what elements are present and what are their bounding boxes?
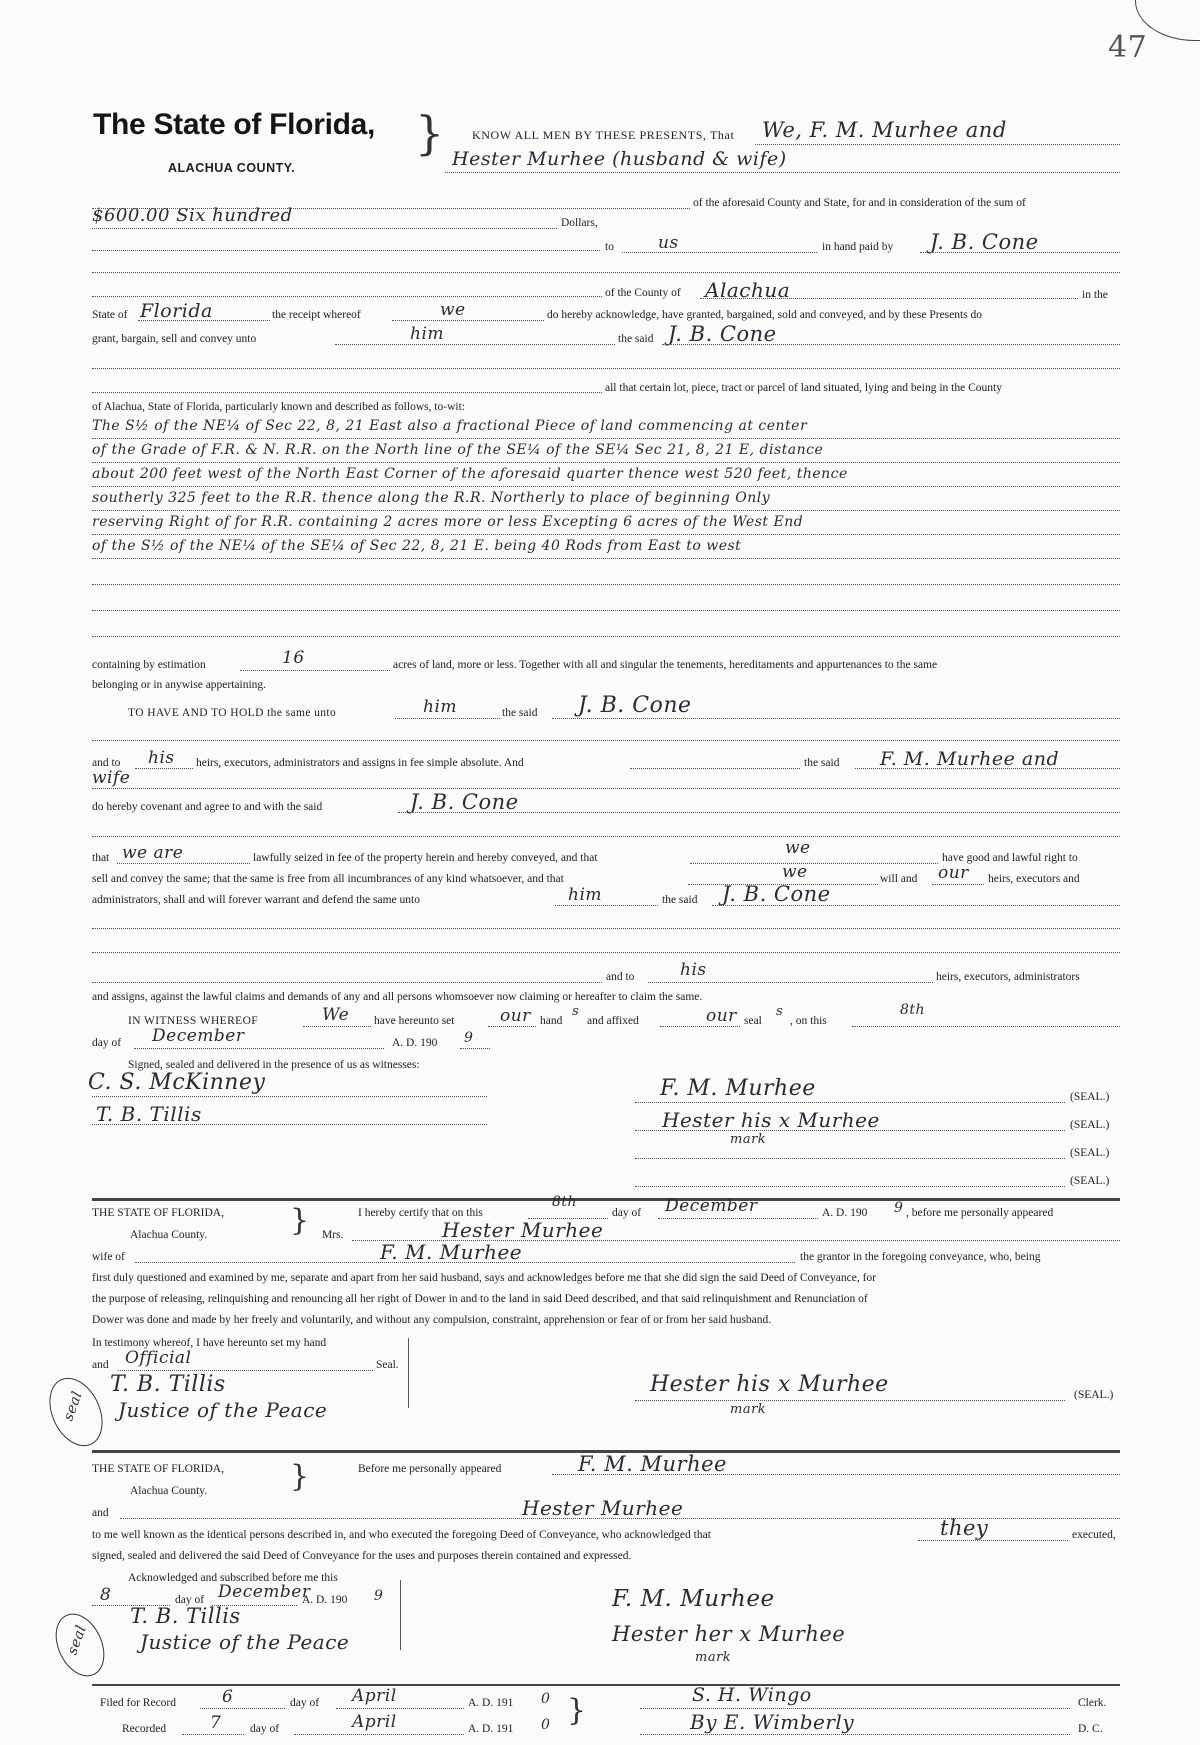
day-of-label: day of	[250, 1723, 280, 1735]
in-witness-label: IN WITNESS WHEREOF	[128, 1015, 259, 1027]
to-have-value: him	[423, 697, 458, 717]
grantee-value: J. B. Cone	[578, 693, 692, 718]
dotline	[135, 1262, 795, 1263]
dotline	[630, 768, 800, 769]
grantee-value: J. B. Cone	[668, 322, 777, 346]
dotline	[92, 228, 557, 229]
ack-signature: F. M. Murhee	[612, 1586, 775, 1612]
dotline	[712, 905, 1120, 906]
intro-text: KNOW ALL MEN BY THESE PRESENTS, That	[472, 128, 735, 142]
seized-text: lawfully seized in fee of the property herein and hereby conveyed, and that	[253, 852, 598, 864]
grantor-text: the grantor in the foregoing conveyance, who, being	[800, 1251, 1041, 1263]
dotline	[635, 1102, 1065, 1103]
justice-title: Justice of the Peace	[118, 1398, 328, 1422]
witness-value: We	[322, 1005, 350, 1025]
the-said-label: the said	[618, 333, 654, 345]
dotline	[134, 1048, 384, 1049]
that-value: we are	[122, 843, 184, 863]
dotline	[182, 1734, 244, 1735]
dotline	[488, 1026, 536, 1027]
heirs-exec-text: heirs, executors and	[988, 873, 1080, 885]
mark-label: mark	[695, 1650, 732, 1665]
dotline	[460, 1048, 490, 1049]
county-value: Alachua	[705, 278, 791, 302]
seal-word: Seal.	[376, 1359, 399, 1371]
on-this-label: , on this	[790, 1015, 827, 1027]
ad-label: A. D. 190	[392, 1037, 438, 1049]
before-text: Before me personally appeared	[358, 1463, 502, 1475]
known-text: to me well known as the identical persons described in, and who executed the foregoing Deed of Conveyance, who acknowledged that	[92, 1529, 711, 1541]
payer-value: J. B. Cone	[930, 230, 1039, 254]
dotline	[92, 438, 1120, 439]
ack-state: THE STATE OF FLORIDA,	[92, 1463, 224, 1475]
of-alachua-text: of Alachua, State of Florida, particularly known and described as follows, to-wit:	[92, 401, 466, 413]
have-hereunto-label: have hereunto set	[374, 1015, 455, 1027]
dotline	[660, 1026, 740, 1027]
dotline	[392, 320, 544, 321]
month-value: December	[152, 1026, 245, 1046]
seal-suffix: s	[776, 1004, 784, 1019]
year-value: 9	[374, 1588, 384, 1604]
and-to-label: and to	[92, 757, 121, 769]
justice-title: Justice of the Peace	[140, 1630, 350, 1654]
good-right-text: have good and lawful right to	[942, 852, 1078, 864]
dotline	[662, 344, 1120, 345]
that-label: that	[92, 852, 110, 864]
dotline	[552, 1474, 1120, 1475]
dotline	[398, 812, 1120, 813]
hand-label: hand	[540, 1015, 563, 1027]
dotline	[303, 1026, 371, 1027]
seized-value: we	[785, 838, 811, 858]
recorded-month: April	[352, 1712, 397, 1732]
dotline	[445, 172, 1120, 173]
consideration-text: of the aforesaid County and State, for and in consideration of the sum of	[693, 197, 1026, 209]
seal-label: (SEAL.)	[1070, 1091, 1110, 1103]
year-value: 9	[464, 1030, 474, 1046]
and-to-label: and to	[606, 971, 635, 983]
justice-signature: T. B. Tillis	[110, 1372, 226, 1397]
dc-signature: By E. Wimberly	[690, 1710, 855, 1734]
acres-value: 16	[282, 648, 305, 668]
sell-value: we	[782, 862, 808, 882]
dotline	[920, 252, 1120, 253]
the-said-label: the said	[662, 894, 698, 906]
county-of-label: of the County of	[605, 287, 681, 299]
recorded-day: 7	[210, 1713, 222, 1733]
witness-signature: T. B. Tillis	[96, 1102, 202, 1126]
state-of-label: State of	[92, 309, 128, 321]
dc-label: D. C.	[1078, 1723, 1103, 1735]
dotline	[240, 670, 390, 671]
dotline	[118, 1370, 373, 1371]
dotline	[648, 982, 933, 983]
month-value: December	[665, 1196, 758, 1216]
dotline	[92, 836, 1120, 837]
dotline	[555, 905, 658, 906]
dotline	[92, 982, 602, 983]
dotline	[622, 252, 817, 253]
covenant-value: J. B. Cone	[410, 790, 519, 814]
dotline	[700, 298, 1078, 299]
dotline	[92, 1124, 487, 1125]
sell-text: sell and convey the same; that the same is free from all incumbrances of any kind whatsoever, and that	[92, 873, 564, 885]
brace: }	[290, 1459, 310, 1494]
belonging-text: belonging or in anywise appertaining.	[92, 679, 267, 691]
mrs-value: Hester Murhee	[442, 1218, 604, 1242]
dotline	[92, 462, 1120, 463]
wife-of-label: wife of	[92, 1251, 125, 1263]
certify-text: I hereby certify that on this	[358, 1207, 483, 1219]
mrs-label: Mrs.	[322, 1229, 344, 1241]
brace: }	[567, 1693, 587, 1728]
state-value: Florida	[140, 300, 213, 322]
dotline	[690, 863, 938, 864]
seal-stamp-label: seal	[64, 1623, 90, 1657]
and-label: and	[92, 1359, 109, 1371]
filed-day: 6	[222, 1687, 234, 1707]
grantor-signature: F. M. Murhee	[660, 1076, 816, 1101]
dotline	[92, 250, 600, 251]
dotline	[92, 558, 1120, 559]
dotline	[92, 952, 1120, 953]
section-divider	[92, 1684, 1120, 1686]
the-said-label: the said	[502, 707, 538, 719]
dower-state: THE STATE OF FLORIDA,	[92, 1207, 224, 1219]
and-to-value: his	[680, 960, 707, 980]
dotline	[92, 534, 1120, 535]
dotline	[92, 392, 602, 393]
dower-body: Dower was done and made by her freely and voluntarily, and without any compulsion, constraint, apprehension or fear of or from her said husband.	[92, 1314, 772, 1326]
ad-label: A. D. 190	[302, 1594, 348, 1606]
dotline	[138, 320, 270, 321]
dotline	[92, 208, 690, 209]
description-line: southerly 325 feet to the R.R. thence along the R.R. Northerly to place of beginning Only	[92, 490, 771, 506]
dotline	[92, 636, 1120, 637]
will-value: our	[938, 863, 969, 883]
ack-signed-text: signed, sealed and delivered the said Deed of Conveyance for the uses and purposes therein contained and expressed.	[92, 1550, 632, 1562]
dotline	[755, 144, 1120, 145]
dotline	[117, 863, 250, 864]
heirs-exec-text: heirs, executors, administrators	[936, 971, 1080, 983]
clerk-signature: S. H. Wingo	[692, 1684, 812, 1706]
wife-of-value: F. M. Murhee	[380, 1240, 523, 1264]
grantor-signature: Hester his x Murhee	[662, 1108, 880, 1132]
containing-label: containing by estimation	[92, 659, 206, 671]
day-value: 8th	[900, 1002, 926, 1018]
dotline	[294, 1734, 464, 1735]
acknowledge-text: do hereby acknowledge, have granted, bargained, sold and conveyed, and by these Presents do	[547, 309, 983, 321]
ack-signature: Hester her x Murhee	[612, 1622, 846, 1646]
document-title: The State of Florida,	[93, 108, 376, 141]
dotline	[135, 768, 193, 769]
mark-label: mark	[730, 1132, 767, 1147]
signed-text: Signed, sealed and delivered in the presence of us as witnesses:	[128, 1059, 420, 1071]
dotline	[92, 788, 1120, 789]
description-line: The S½ of the NE¼ of Sec 22, 8, 21 East also a fractional Piece of land commencing at center	[92, 418, 808, 434]
brace: }	[290, 1203, 310, 1238]
to-value: us	[658, 233, 679, 253]
day-value: 8	[100, 1585, 112, 1605]
witness-signature: C. S. McKinney	[88, 1070, 266, 1095]
mark-label: mark	[730, 1402, 767, 1417]
day-of-label: day of	[290, 1697, 320, 1709]
dotline	[336, 1708, 464, 1709]
known-value: they	[940, 1516, 989, 1540]
month-value: December	[218, 1582, 311, 1602]
page-number: 47	[1108, 30, 1148, 65]
dotline	[92, 272, 1120, 273]
grant-text: grant, bargain, sell and convey unto	[92, 333, 257, 345]
in-the-label: in the	[1082, 289, 1108, 301]
covenant-text: do hereby covenant and agree to and with the said	[92, 801, 323, 813]
grantor-value: F. M. Murhee and	[880, 748, 1060, 770]
clerk-label: Clerk.	[1078, 1697, 1107, 1709]
filed-month: April	[352, 1686, 397, 1706]
seal-label: (SEAL.)	[1070, 1175, 1110, 1187]
amount-value: $600.00 Six hundred	[92, 205, 293, 226]
dotline	[640, 1734, 1070, 1735]
and-value: Hester Murhee	[522, 1496, 684, 1520]
admin-grantee: J. B. Cone	[722, 882, 831, 906]
receipt-value: we	[440, 300, 466, 320]
recorded-year: 0	[541, 1717, 551, 1733]
dotline	[635, 1130, 1065, 1131]
dower-signature: Hester his x Murhee	[650, 1372, 889, 1397]
grantors-line1: We, F. M. Murhee and	[762, 118, 1007, 142]
to-label: to	[605, 241, 614, 253]
description-line: of the Grade of F.R. & N. R.R. on the North line of the SE¼ of the SE¼ Sec 21, 8, 21 E, distance	[92, 442, 824, 458]
dotline	[635, 1400, 1065, 1401]
before-me-text: , before me personally appeared	[906, 1207, 1054, 1219]
admin-value: him	[568, 885, 603, 905]
dotline	[200, 1708, 285, 1709]
subscribed-text: Acknowledged and subscribed before me this	[128, 1572, 338, 1584]
ad-label: A. D. 190	[822, 1207, 868, 1219]
dotline	[92, 740, 1120, 741]
dotline	[852, 1026, 1120, 1027]
dotline	[92, 584, 1120, 585]
seal-stamp-label: seal	[60, 1389, 86, 1423]
dotline	[552, 718, 1120, 719]
dotline	[92, 928, 1120, 929]
bracket-line	[400, 1580, 401, 1650]
dotline	[92, 296, 602, 297]
description-line: reserving Right of for R.R. containing 2 acres more or less Excepting 6 acres of the West End	[92, 514, 804, 530]
bracket-line	[408, 1338, 409, 1408]
and-to-value: his	[148, 748, 175, 768]
set-value: our	[500, 1006, 531, 1026]
dotline	[395, 718, 500, 719]
seal-label: seal	[744, 1015, 762, 1027]
ad-label: A. D. 191	[468, 1723, 514, 1735]
grantors-line2: Hester Murhee (husband & wife)	[452, 148, 787, 170]
description-line: of the S½ of the NE¼ of the SE¼ of Sec 22, 8, 21 E. being 40 Rods from East to west	[92, 538, 742, 554]
day-of-label: day of	[175, 1594, 205, 1606]
dotline	[92, 486, 1120, 487]
dotline	[658, 1218, 818, 1219]
dotline	[92, 510, 1120, 511]
dotline	[635, 1158, 1065, 1159]
acres-text: acres of land, more or less. Together with all and singular the tenements, hereditaments and appurtenances to the same	[393, 659, 938, 671]
official-value: Official	[125, 1348, 192, 1368]
ack-county: Alachua County.	[130, 1485, 208, 1497]
dower-county: Alachua County.	[130, 1229, 208, 1241]
grant-to-value: him	[410, 324, 445, 344]
the-said-label: the said	[804, 757, 840, 769]
receipt-label: the receipt whereof	[272, 309, 361, 321]
seal-label: (SEAL.)	[1070, 1119, 1110, 1131]
executed-label: executed,	[1072, 1529, 1116, 1541]
filed-label: Filed for Record	[100, 1697, 177, 1709]
will-and-label: will and	[880, 873, 918, 885]
recorded-label: Recorded	[122, 1723, 167, 1735]
seal-label: (SEAL.)	[1074, 1389, 1114, 1401]
day-of-label: day of	[92, 1037, 122, 1049]
affixed-label: and affixed	[587, 1015, 639, 1027]
brace: }	[415, 106, 445, 160]
heirs-text: heirs, executors, administrators and assigns in fee simple absolute. And	[196, 757, 524, 769]
dotline	[635, 1186, 1065, 1187]
dotline	[855, 768, 1120, 769]
testimony-text: In testimony whereof, I have hereunto set my hand	[92, 1337, 327, 1349]
hand-suffix: s	[572, 1004, 580, 1019]
ad-label: A. D. 191	[468, 1697, 514, 1709]
justice-signature: T. B. Tillis	[130, 1604, 241, 1628]
paid-by-label: in hand paid by	[822, 241, 894, 253]
filed-year: 0	[541, 1691, 551, 1707]
assigns-text: and assigns, against the lawful claims and demands of any and all persons whomsoever now claiming or hereafter to claim the same.	[92, 991, 703, 1003]
before-value: F. M. Murhee	[578, 1452, 727, 1476]
dower-body: the purpose of releasing, relinquishing and renouncing all her right of Dower in and to the land in said Deed described, and that said relinquishment and Renunciation of	[92, 1293, 868, 1305]
dotline	[92, 368, 1120, 369]
county-title: ALACHUA COUNTY.	[168, 161, 296, 175]
dotline	[640, 1708, 1070, 1709]
day-value: 8th	[552, 1194, 578, 1210]
grantor-continued: wife	[92, 768, 131, 788]
dotline	[92, 1096, 487, 1097]
day-of-label: day of	[612, 1207, 642, 1219]
year-value: 9	[894, 1200, 904, 1216]
dotline	[918, 1540, 1068, 1541]
seal-label: (SEAL.)	[1070, 1147, 1110, 1159]
description-line: about 200 feet west of the North East Corner of the aforesaid quarter thence west 520 feet, thence	[92, 466, 848, 482]
dotline	[932, 884, 984, 885]
all-that-text: all that certain lot, piece, tract or parcel of land situated, lying and being in the County	[605, 382, 1002, 394]
dollars-label: Dollars,	[561, 217, 598, 229]
dotline	[92, 610, 1120, 611]
admin-text: administrators, shall and will forever warrant and defend the same unto	[92, 894, 420, 906]
to-have-label: TO HAVE AND TO HOLD the same unto	[128, 707, 337, 719]
affixed-value: our	[706, 1006, 737, 1026]
and-label: and	[92, 1507, 109, 1519]
section-divider	[92, 1198, 1120, 1201]
dower-body: first duly questioned and examined by me, separate and apart from her said husband, says and acknowledges before me that she did sign the said Deed of Conveyance, for	[92, 1272, 876, 1284]
dotline	[335, 344, 615, 345]
